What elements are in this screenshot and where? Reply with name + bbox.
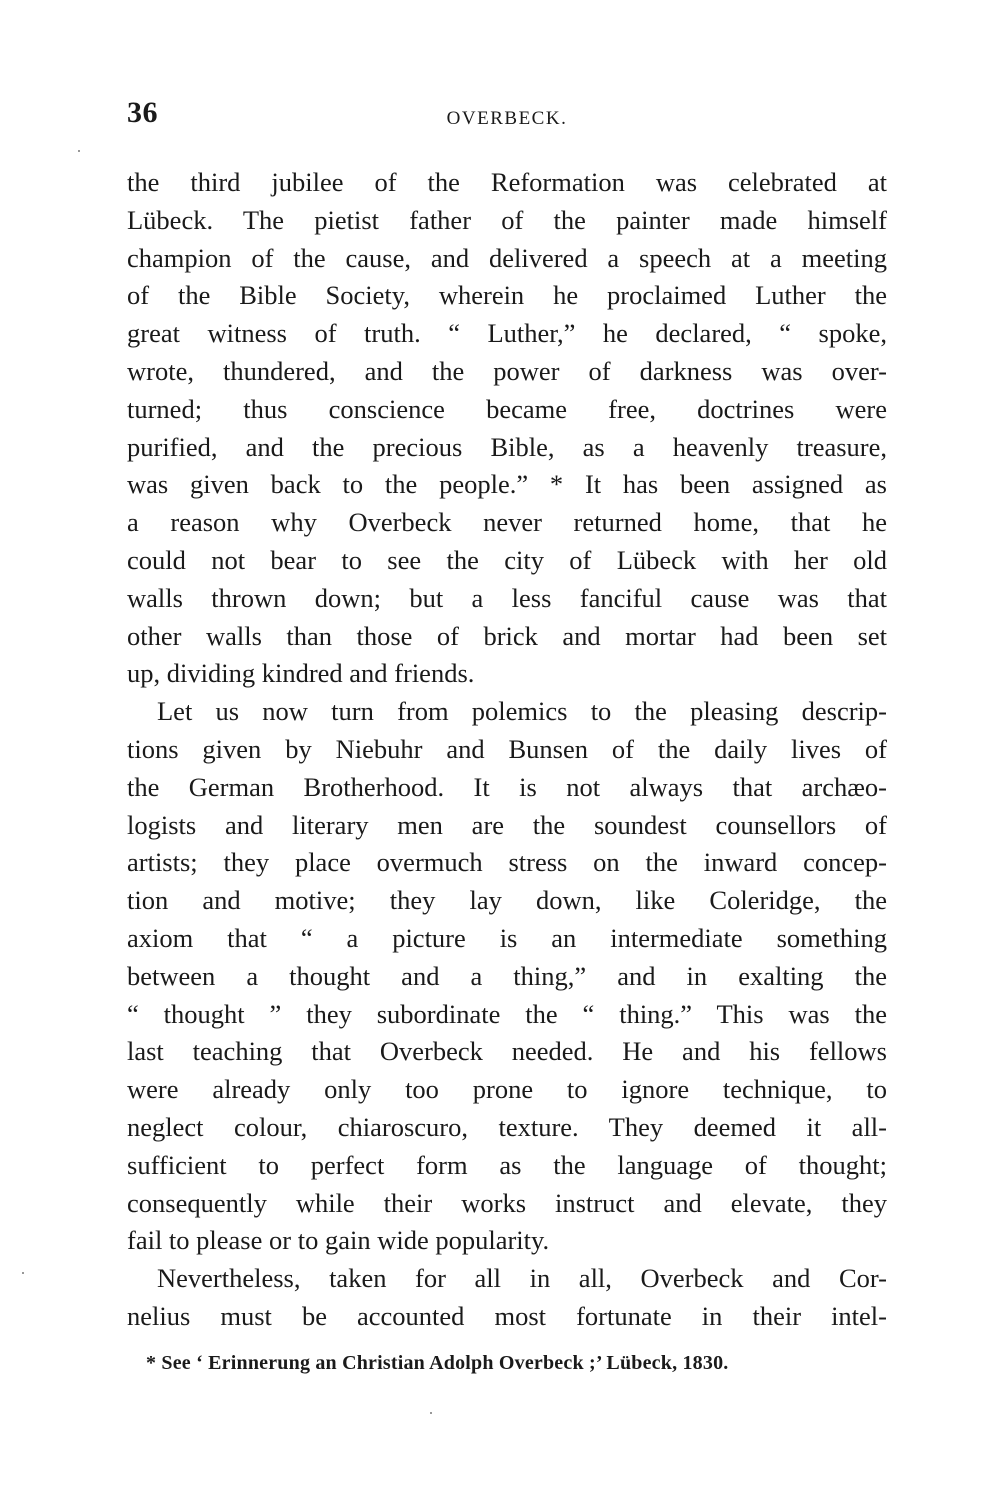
text-line: purified, and the precious Bible, as a heavenly treasure,	[127, 431, 887, 462]
footnote: * See ‘ Erinnerung an Christian Adolph Overbeck ;’ Lübeck, 1830.	[146, 1352, 729, 1374]
text-line: consequently while their works instruct and elevate, they	[127, 1187, 887, 1218]
text-line: artists; they place overmuch stress on the inward concep-	[127, 847, 887, 878]
paragraph	[127, 1260, 887, 1336]
paper-speck	[22, 1272, 24, 1274]
text-line: could not bear to see the city of Lübeck with her old	[127, 544, 887, 575]
text-line: tion and motive; they lay down, like Coleridge, the	[127, 885, 887, 916]
text-line: was given back to the people.” * It has been assigned as	[127, 469, 887, 500]
text-line: up, dividing kindred and friends.	[127, 658, 475, 689]
paragraph	[127, 693, 887, 1260]
text-line: turned; thus conscience became free, doctrines were	[127, 393, 887, 424]
text-line: great witness of truth. “ Luther,” he declared, “ spoke,	[127, 318, 887, 349]
text-line: axiom that “ a picture is an intermediate something	[127, 922, 887, 953]
text-line: champion of the cause, and delivered a speech at a meeting	[127, 242, 887, 273]
text-line: Lübeck. The pietist father of the painter made himself	[127, 204, 887, 235]
text-line: wrote, thundered, and the power of darkness was over-	[127, 355, 887, 386]
text-line: nelius must be accounted most fortunate in their intel-	[127, 1300, 887, 1331]
page-number: 36	[127, 96, 158, 129]
text-line: last teaching that Overbeck needed. He and his fellows	[127, 1036, 887, 1067]
paper-speck	[430, 1412, 432, 1414]
text-line: the third jubilee of the Reformation was celebrated at	[127, 167, 887, 197]
text-line: the German Brotherhood. It is not always that archæo-	[127, 771, 887, 802]
text-line: fail to please or to gain wide popularity.	[127, 1225, 550, 1256]
text-line: walls thrown down; but a less fanciful cause was that	[127, 582, 887, 613]
text-line: neglect colour, chiaroscuro, texture. They deemed it all-	[127, 1111, 887, 1142]
text-line: other walls than those of brick and mortar had been set	[127, 620, 887, 651]
paper-speck	[78, 150, 80, 152]
running-head	[127, 96, 887, 136]
text-line: of the Bible Society, wherein he proclaimed Luther the	[127, 280, 887, 311]
text-line: tions given by Niebuhr and Bunsen of the daily lives of	[127, 733, 887, 764]
text-line: between a thought and a thing,” and in exalting the	[127, 960, 887, 991]
text-line: were already only too prone to ignore technique, to	[127, 1074, 887, 1105]
running-title: OVERBECK.	[446, 108, 568, 129]
text-line: Let us now turn from polemics to the pleasing descrip-	[157, 696, 887, 727]
text-line: “ thought ” they subordinate the “ thing.” This was the	[127, 998, 887, 1029]
body-text	[127, 164, 887, 1336]
text-line: logists and literary men are the soundest counsellors of	[127, 809, 887, 840]
text-line: sufficient to perfect form as the language of thought;	[127, 1149, 887, 1180]
text-line: Nevertheless, taken for all in all, Overbeck and Cor-	[157, 1263, 887, 1294]
paragraph	[127, 164, 887, 693]
text-line: a reason why Overbeck never returned home, that he	[127, 507, 887, 538]
